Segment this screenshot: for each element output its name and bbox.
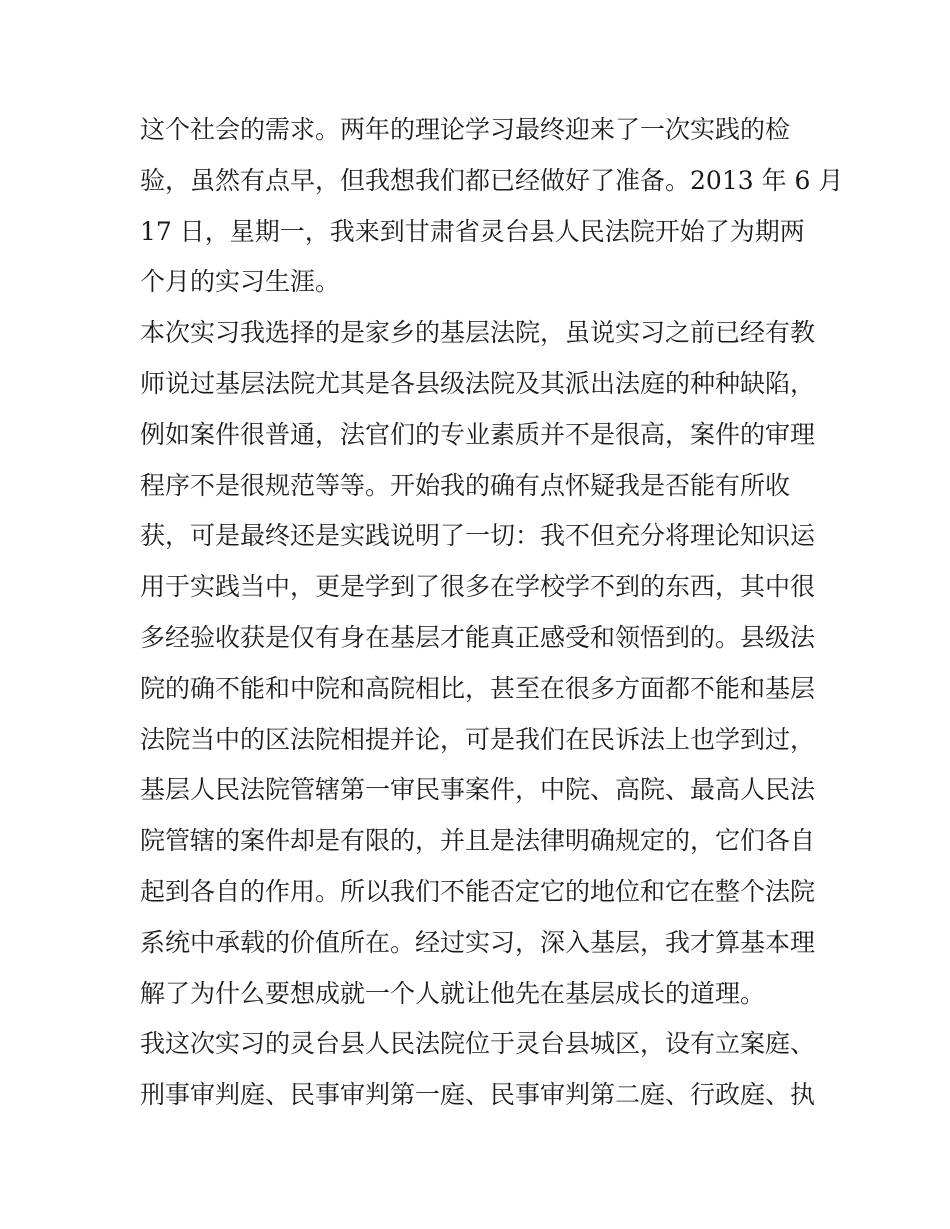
text-line: 刑事审判庭、民事审判第一庭、民事审判第二庭、行政庭、执 (140, 1080, 816, 1110)
text-line: 基层人民法院管辖第一审民事案件，中院、高院、最高人民法 (140, 775, 816, 805)
text-line: 验，虽然有点早，但我想我们都已经做好了准备。2013 年 6 月 (140, 165, 844, 195)
text-line: 起到各自的作用。所以我们不能否定它的地位和它在整个法院 (140, 876, 816, 906)
text-line: 多经验收获是仅有身在基层才能真正感受和领悟到的。县级法 (140, 622, 816, 652)
body-text (140, 105, 844, 1121)
text-line: 获，可是最终还是实践说明了一切：我不但充分将理论知识运 (140, 521, 816, 551)
text-line: 师说过基层法院尤其是各县级法院及其派出法庭的种种缺陷， (140, 368, 816, 398)
text-line: 院的确不能和中院和高院相比，甚至在很多方面都不能和基层 (140, 673, 816, 703)
text-line: 解了为什么要想成就一个人就让他先在基层成长的道理。 (140, 978, 766, 1008)
text-line: 17 日，星期一，我来到甘肃省灵台县人民法院开始了为期两 (140, 216, 805, 246)
text-line: 程序不是很规范等等。开始我的确有点怀疑我是否能有所收 (140, 470, 791, 500)
text-line: 系统中承载的价值所在。经过实习，深入基层，我才算基本理 (140, 927, 816, 957)
text-line: 法院当中的区法院相提并论，可是我们在民诉法上也学到过， (140, 724, 816, 754)
text-line: 这个社会的需求。两年的理论学习最终迎来了一次实践的检 (140, 115, 791, 144)
text-line: 例如案件很普通，法官们的专业素质并不是很高，案件的审理 (140, 419, 816, 449)
text-line: 本次实习我选择的是家乡的基层法院，虽说实习之前已经有教 (140, 318, 816, 348)
text-line: 我这次实习的灵台县人民法院位于灵台县城区，设有立案庭、 (140, 1029, 816, 1059)
text-line: 用于实践当中，更是学到了很多在学校学不到的东西，其中很 (140, 572, 816, 602)
text-line: 个月的实习生涯。 (140, 267, 341, 297)
text-line: 院管辖的案件却是有限的，并且是法律明确规定的，它们各自 (140, 826, 816, 856)
